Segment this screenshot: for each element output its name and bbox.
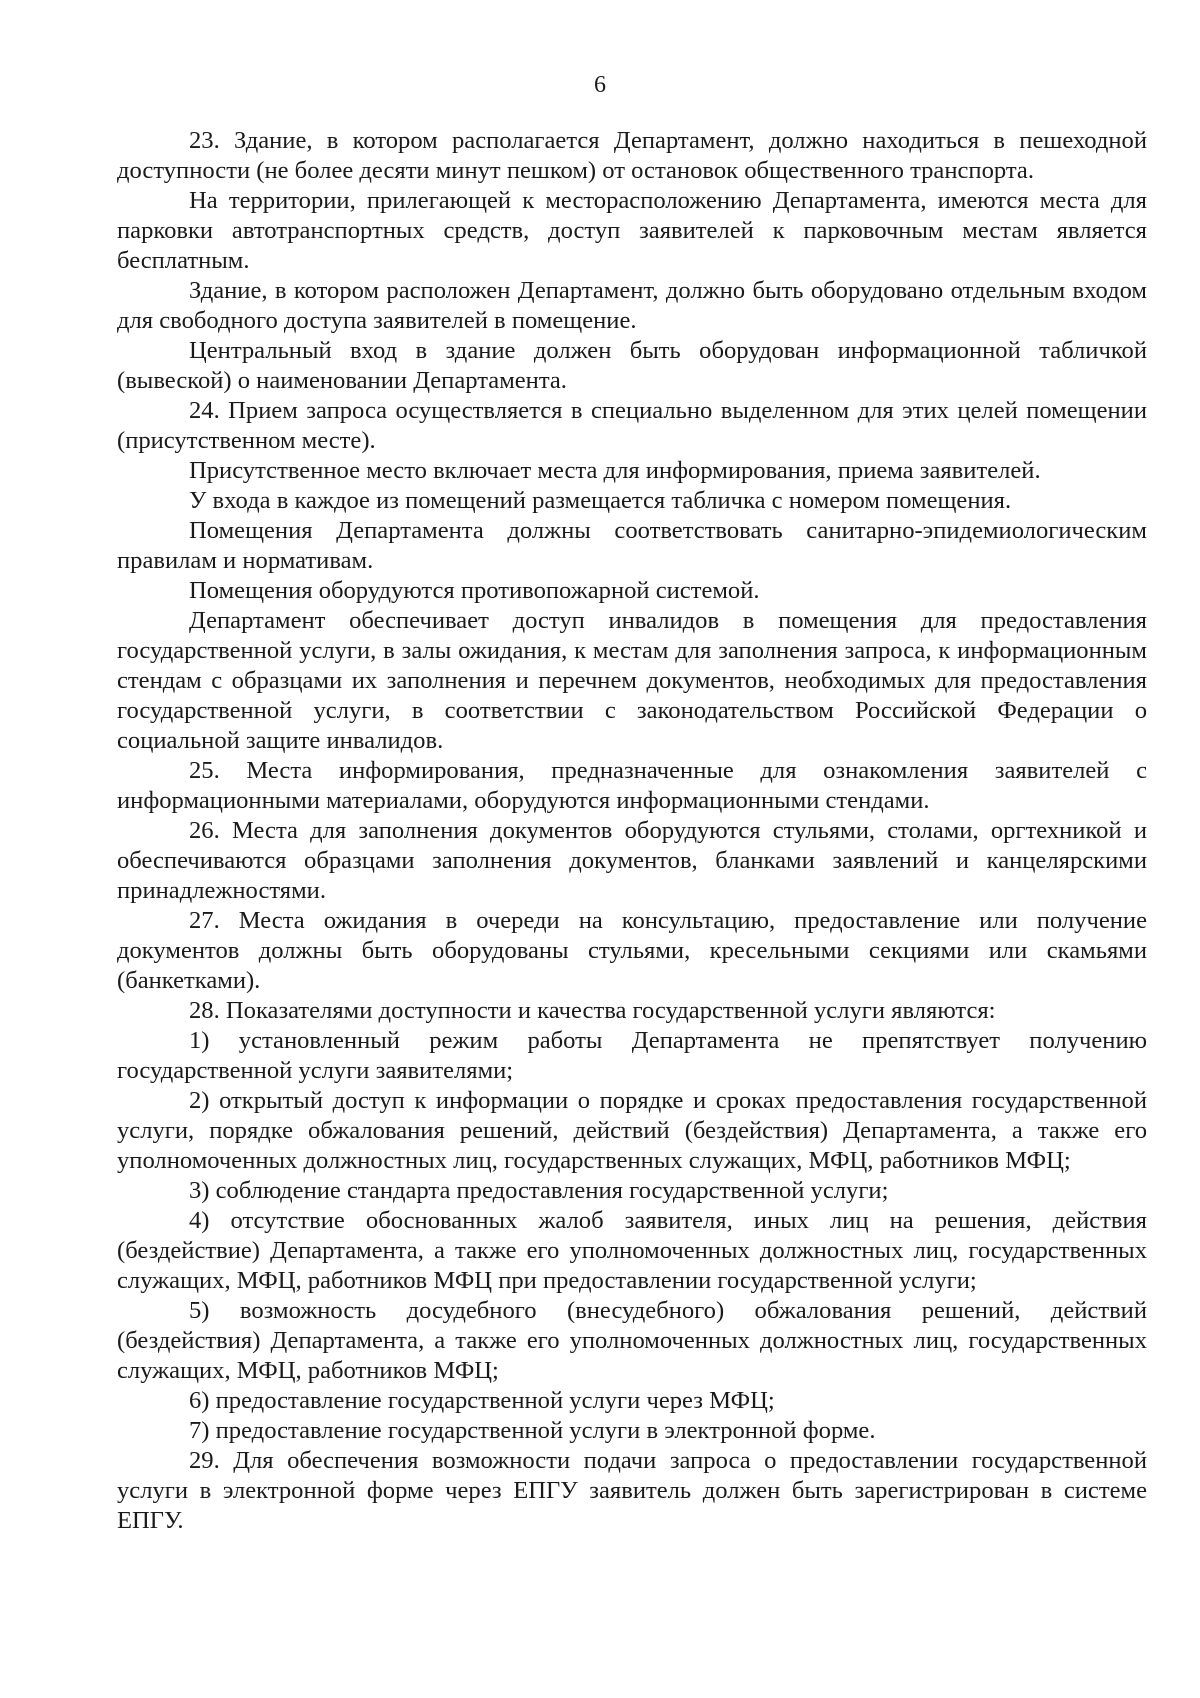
- paragraph: 5) возможность досудебного (внесудебного) обжалования решений, действий (бездействия) Департамента, а также его уполномоченных должностных лиц, государственных служащих, МФЦ, работников МФЦ;: [117, 1297, 1147, 1384]
- paragraph: Центральный вход в здание должен быть оборудован информационной табличкой (вывеской) о наименовании Департамента.: [117, 337, 1147, 394]
- paragraph: 7) предоставление государственной услуги в электронной форме.: [189, 1417, 876, 1444]
- paragraph: 28. Показателями доступности и качества государственной услуги являются:: [189, 997, 996, 1024]
- paragraph: 26. Места для заполнения документов оборудуются стульями, столами, оргтехникой и обеспечиваются образцами заполнения документов, бланками заявлений и канцелярскими принадлежностями.: [117, 817, 1147, 904]
- paragraph: У входа в каждое из помещений размещается табличка с номером помещения.: [189, 487, 1012, 514]
- paragraph: 25. Места информирования, предназначенные для ознакомления заявителей с информационными материалами, оборудуются информационными стендами.: [117, 757, 1147, 814]
- paragraph: 27. Места ожидания в очереди на консультацию, предоставление или получение документов должны быть оборудованы стульями, кресельными секциями или скамьями (банкетками).: [117, 907, 1147, 994]
- paragraph: Помещения Департамента должны соответствовать санитарно-эпидемиологическим правилам и нормативам.: [117, 517, 1147, 574]
- document-body: [117, 126, 1147, 1536]
- paragraph: 24. Прием запроса осуществляется в специально выделенном для этих целей помещении (присутственном месте).: [117, 397, 1147, 454]
- paragraph: 29. Для обеспечения возможности подачи запроса о предоставлении государственной услуги в электронной форме через ЕПГУ заявитель должен быть зарегистрирован в системе ЕПГУ.: [117, 1447, 1147, 1534]
- paragraph: 2) открытый доступ к информации о порядке и сроках предоставления государственной услуги, порядке обжалования решений, действий (бездействия) Департамента, а также его уполномоченных должностных лиц, государственных служащих, МФЦ, работников МФЦ;: [117, 1087, 1147, 1174]
- paragraph: 3) соблюдение стандарта предоставления государственной услуги;: [189, 1177, 889, 1204]
- paragraph: Помещения оборудуются противопожарной системой.: [189, 577, 760, 604]
- paragraph: 1) установленный режим работы Департамента не препятствует получению государственной услуги заявителями;: [117, 1027, 1147, 1084]
- paragraph: Департамент обеспечивает доступ инвалидов в помещения для предоставления государственной услуги, в залы ожидания, к местам для заполнения запроса, к информационным стендам с образцами их заполнения и перечнем документов, необходимых для предоставления государственной услуги, в соответствии с законодательством Российской Федерации о социальной защите инвалидов.: [117, 607, 1147, 754]
- paragraph: 4) отсутствие обоснованных жалоб заявителя, иных лиц на решения, действия (бездействие) Департамента, а также его уполномоченных должностных лиц, государственных служащих, МФЦ, работников МФЦ при предоставлении государственной услуги;: [117, 1207, 1147, 1294]
- page-number: 6: [594, 72, 606, 98]
- paragraph: На территории, прилегающей к месторасположению Департамента, имеются места для парковки автотранспортных средств, доступ заявителей к парковочным местам является бесплатным.: [117, 187, 1147, 274]
- paragraph: Присутственное место включает места для информирования, приема заявителей.: [189, 457, 1041, 484]
- paragraph: Здание, в котором расположен Департамент, должно быть оборудовано отдельным входом для свободного доступа заявителей в помещение.: [117, 277, 1147, 334]
- paragraph: 6) предоставление государственной услуги через МФЦ;: [189, 1387, 775, 1414]
- paragraph: 23. Здание, в котором располагается Департамент, должно находиться в пешеходной доступности (не более десяти минут пешком) от остановок общественного транспорта.: [117, 127, 1147, 184]
